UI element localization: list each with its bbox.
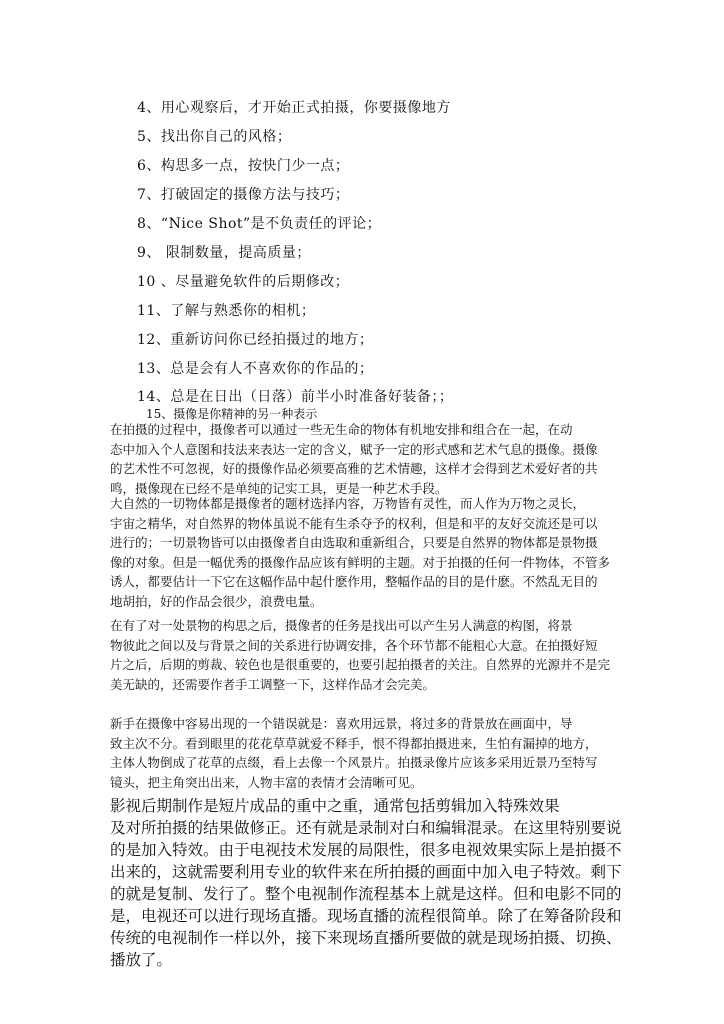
paragraph-line: 播放了。	[110, 951, 173, 969]
paragraph-line: 宇宙之精华，对自然界的物体虽说不能有生杀夺予的权利，但是和平的友好交流还是可以	[110, 515, 598, 531]
paragraph-line: 片之后，后期的剪裁、较色也是很重要的，也要引起拍摄者的关注。自然界的光源并不是完	[110, 657, 611, 672]
paragraph-line: 物彼此之间以及与背景之间的关系进行协调安排，各个环节都不能粗心大意。在拍摄好短	[110, 637, 598, 653]
final-paragraph	[110, 795, 630, 971]
tip-item: 11、了解与熟悉你的相机；	[137, 303, 316, 319]
paragraph-line: 大自然的一切物体都是摄像者的题材选择内容，万物皆有灵性，而人作为万物之灵长，	[110, 496, 586, 511]
tip-item: 13、总是会有人不喜欢你的作品的；	[137, 361, 374, 377]
tip-item: 9、 限制数量，提高质量；	[137, 245, 311, 261]
paragraph-line: 地胡拍，好的作品会很少，浪费电量。	[110, 593, 323, 609]
paragraph	[110, 494, 630, 611]
paragraph-line: 诱人，都要估计一下它在这幅作品中起什麽作用，整幅作品的目的是什麽。不然乱无目的	[110, 574, 598, 589]
paragraph-line: 鸣，摄像现在已经不是单纯的记实工具，更是一种艺术手段。	[110, 480, 448, 496]
paragraph-line: 致主次不分。看到眼里的花花草草就爱不释手，恨不得都拍摄进来，生怕有漏掉的地方，	[110, 735, 598, 751]
tip-item: 12、重新访问你已经拍摄过的地方；	[137, 332, 374, 348]
paragraph-line: 主体人物倒成了花草的点缀，看上去像一个风景片。拍摄录像片应该多采用近景乃至特写	[110, 755, 598, 770]
paragraph	[110, 616, 630, 694]
paragraph-line: 镜头，把主角突出出来，人物丰富的表情才会清晰可见。	[110, 774, 423, 790]
tip-item: 14、总是在日出（日落）前半小时准备好装备；；	[137, 389, 454, 405]
paragraph-line: 新手在摄像中容易出现的一个错误就是：喜欢用远景，将过多的背景放在画面中，导	[110, 716, 573, 731]
paragraph-line: 进行的；一切景物皆可以由摄像者自由选取和重新组合，只要是自然界的物体都是景物摄	[110, 535, 598, 550]
paragraph-line: 美无缺的，还需要作者手工调整一下，这样作品才会完美。	[110, 676, 436, 692]
paragraph-line: 的艺术性不可忽视，好的摄像作品必须要高雅的艺术情趣，这样才会得到艺术爱好者的共	[110, 461, 598, 476]
paragraph-line: 像的对象。但是一幅优秀的摄像作品应该有鲜明的主题。对于拍摄的任何一件物体，不管多	[110, 554, 611, 570]
tip-item: 8、“Nice Shot”是不负责任的评论；	[137, 216, 382, 232]
tip-item: 10 、尽量避免软件的后期修改；	[137, 274, 350, 290]
tip-15: 15、摄像是你精神的另一种表示	[146, 407, 318, 421]
paragraph-line: 出来的，这就需要利用专业的软件来在所拍摄的画面中加入电子特效。剩下	[110, 863, 622, 881]
paragraph-line: 态中加入个人意图和技法来表达一定的含义，赋予一定的形式感和艺术气息的摄像。摄像	[110, 441, 598, 457]
paragraph-line: 的是加入特效。由于电视技术发展的局限性，很多电视效果实际上是拍摄不	[110, 841, 622, 859]
paragraph-line: 在拍摄的过程中，摄像者可以通过一些无生命的物体有机地安排和组合在一起，在动	[110, 422, 573, 437]
tip-item: 7、打破固定的摄像方法与技巧；	[137, 187, 350, 203]
paragraph	[110, 714, 630, 792]
paragraph-line: 传统的电视制作一样以外，接下来现场直播所要做的就是现场拍摄、切换、	[110, 929, 622, 947]
paragraph-line: 的就是复制、发行了。整个电视制作流程基本上就是这样。但和电影不同的	[110, 885, 622, 903]
tip-item: 4、用心观察后，才开始正式拍摄，你要摄像地方	[137, 100, 451, 116]
paragraph	[110, 420, 630, 498]
paragraph-line: 影视后期制作是短片成品的重中之重，通常包括剪辑加入特殊效果	[110, 797, 560, 815]
paragraph-line: 在有了对一处景物的构思之后，摄像者的任务是找出可以产生另人满意的构图，将景	[110, 618, 573, 633]
tip-item: 6、构思多一点，按快门少一点；	[137, 158, 350, 174]
tip-item: 5、找出你自己的风格；	[137, 129, 292, 145]
paragraph-line: 是，电视还可以进行现场直播。现场直播的流程很简单。除了在筹备阶段和	[110, 907, 622, 925]
paragraph-line: 及对所拍摄的结果做修正。还有就是录制对白和编辑混录。在这里特别要说	[110, 819, 622, 837]
